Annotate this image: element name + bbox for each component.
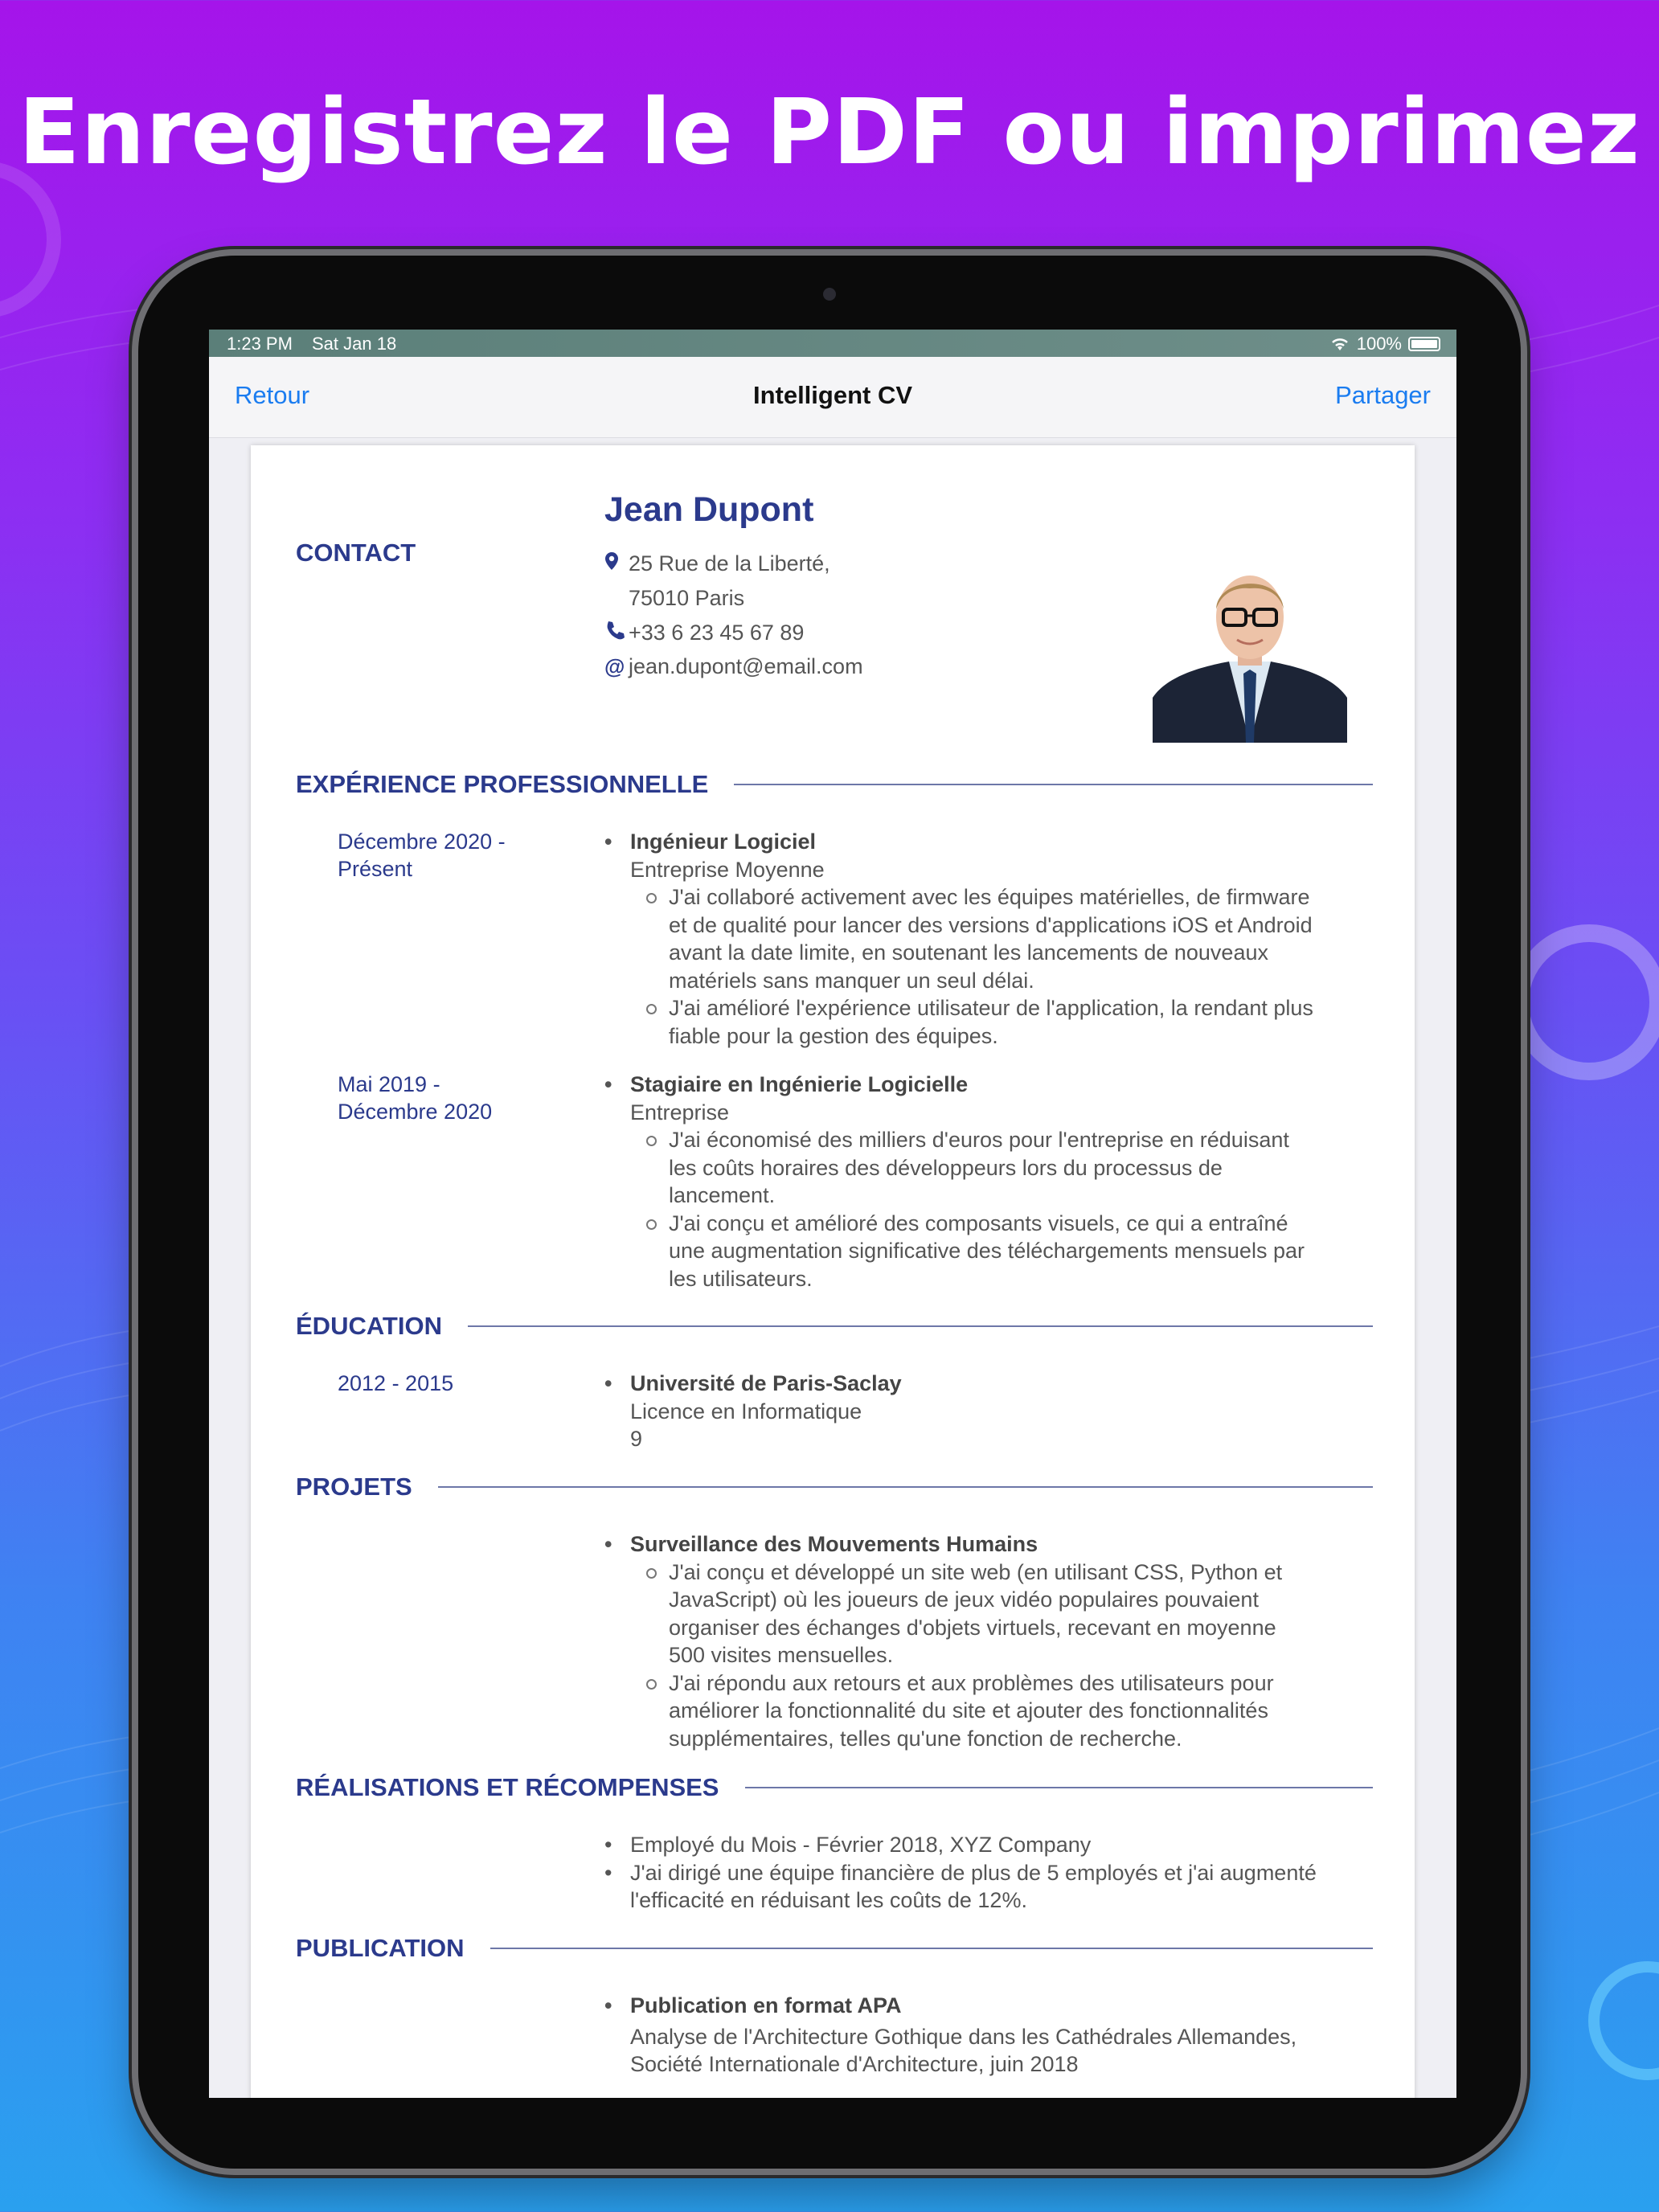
navigation-bar <box>209 357 1456 438</box>
publication-section-header <box>296 1934 1373 1963</box>
publication-name: • Publication en format APA <box>604 1992 1376 2020</box>
status-bar <box>209 330 1456 357</box>
experience-1-bullet-2: J'ai amélioré l'expérience utilisateur de l'application, la rendant plus fiable pour la gestion des équipes. <box>604 994 1376 1050</box>
status-time: 1:23 PM <box>227 334 293 354</box>
publication-entry <box>604 1992 1376 2079</box>
achievements-title: RÉALISATIONS ET RÉCOMPENSES <box>296 1773 719 1801</box>
education-degree: Licence en Informatique <box>630 1399 862 1423</box>
projects-section-header <box>296 1473 1373 1501</box>
back-button[interactable]: Retour <box>235 381 310 409</box>
phone-line <box>604 620 804 646</box>
achievements-section-header <box>296 1773 1373 1802</box>
phone-number: +33 6 23 45 67 89 <box>629 621 805 645</box>
address-line <box>604 551 830 576</box>
tablet-device <box>138 256 1521 2169</box>
project-entry <box>604 1530 1376 1752</box>
experience-2-company: Entreprise <box>630 1100 730 1124</box>
promo-headline: Enregistrez le PDF ou imprimez <box>18 80 1641 185</box>
section-divider <box>468 1325 1373 1327</box>
experience-1-role: • Ingénieur Logiciel <box>604 828 1376 856</box>
section-divider <box>438 1486 1373 1488</box>
experience-1-company: Entreprise Moyenne <box>630 857 825 882</box>
at-sign-icon: @ <box>604 654 625 678</box>
achievement-1: • Employé du Mois - Février 2018, XYZ Company <box>604 1831 1376 1859</box>
status-right <box>1329 334 1440 354</box>
cv-document[interactable] <box>251 445 1415 2098</box>
address-line1: 25 Rue de la Liberté, <box>629 551 830 576</box>
decor-ring-right <box>1511 924 1659 1080</box>
tablet-screen <box>209 330 1456 2098</box>
email-line <box>604 654 863 679</box>
experience-title: EXPÉRIENCE PROFESSIONNELLE <box>296 770 709 798</box>
experience-section-header <box>296 770 1373 799</box>
education-title: ÉDUCATION <box>296 1312 442 1340</box>
section-divider <box>490 1948 1373 1949</box>
education-date: 2012 - 2015 <box>338 1371 454 1395</box>
publication-line-1: Analyse de l'Architecture Gothique dans les Cathédrales Allemandes, <box>630 2024 1297 2049</box>
battery-icon <box>1408 337 1440 351</box>
experience-2-entry <box>604 1071 1376 1292</box>
contact-label: CONTACT <box>296 539 416 567</box>
project-name: • Surveillance des Mouvements Humains <box>604 1530 1376 1559</box>
project-bullet-1: J'ai conçu et développé un site web (en utilisant CSS, Python et JavaScript) où les joueurs de jeux vidéo populaires pouvaient organiser des échanges d'objets virtuels, recevant en moyenne 500 visites mensuelles. <box>604 1559 1376 1669</box>
education-entry <box>604 1370 1376 1453</box>
address-line-2 <box>604 586 744 611</box>
education-grade: 9 <box>630 1427 643 1451</box>
profile-photo <box>1153 553 1347 743</box>
experience-2-role: • Stagiaire en Ingénierie Logicielle <box>604 1071 1376 1099</box>
cv-name: Jean Dupont <box>604 490 814 529</box>
section-divider <box>734 784 1373 785</box>
publication-line-2: Société Internationale d'Architecture, juin 2018 <box>630 2052 1079 2076</box>
location-pin-icon <box>604 551 629 576</box>
achievement-2: • J'ai dirigé une équipe financière de plus de 5 employés et j'ai augmenté l'efficacité en réduisant les coûts de 12%. <box>604 1859 1376 1915</box>
achievements-entry <box>604 1831 1376 1915</box>
address-line2: 75010 Paris <box>629 586 745 610</box>
status-date: Sat Jan 18 <box>312 334 397 354</box>
experience-1-date: Décembre 2020 - Présent <box>338 830 506 881</box>
phone-icon <box>604 620 629 646</box>
experience-1-bullet-1: J'ai collaboré activement avec les équipes matérielles, de firmware et de qualité pour lancer des versions d'applications iOS et Android avant la date limite, en soutenant les lancements de nouveaux matériels sans manquer un seul délai. <box>604 883 1376 994</box>
wifi-icon <box>1329 336 1350 352</box>
email-address: jean.dupont@email.com <box>629 654 863 678</box>
front-camera <box>823 288 836 301</box>
battery-percent: 100% <box>1356 334 1402 354</box>
education-school: • Université de Paris-Saclay <box>604 1370 1376 1398</box>
experience-1-entry <box>604 828 1376 1050</box>
publication-title: PUBLICATION <box>296 1934 465 1962</box>
project-bullet-2: J'ai répondu aux retours et aux problèmes des utilisateurs pour améliorer la fonctionnalité du site et ajouter des fonctionnalités supplémentaires, telles qu'une fonction de recherche. <box>604 1669 1376 1753</box>
experience-2-bullet-2: J'ai conçu et amélioré des composants visuels, ce qui a entraîné une augmentation significative des téléchargements mensuels par les utilisateurs. <box>604 1210 1376 1293</box>
projects-title: PROJETS <box>296 1473 412 1501</box>
education-section-header <box>296 1312 1373 1341</box>
nav-title: Intelligent CV <box>752 381 913 409</box>
share-button[interactable]: Partager <box>1335 381 1431 409</box>
section-divider <box>745 1787 1374 1788</box>
experience-2-date: Mai 2019 - Décembre 2020 <box>338 1072 493 1124</box>
experience-2-bullet-1: J'ai économisé des milliers d'euros pour l'entreprise en réduisant les coûts horaires des développeurs lors du processus de lancement. <box>604 1126 1376 1210</box>
